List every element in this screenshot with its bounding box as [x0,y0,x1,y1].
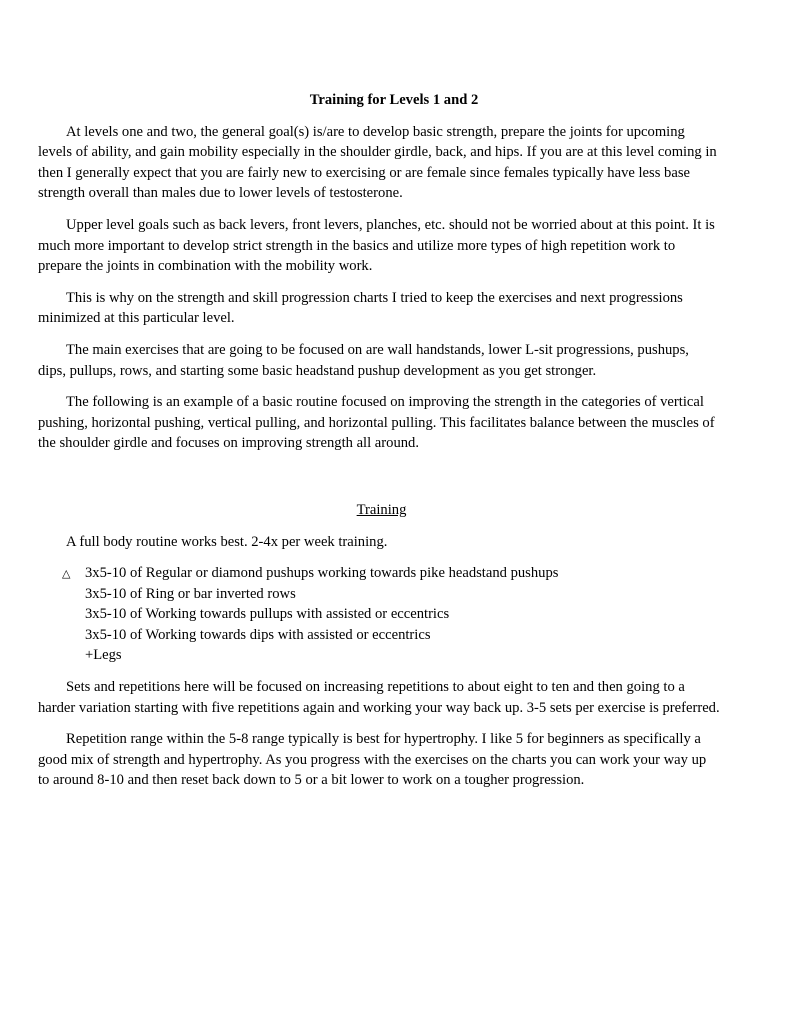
paragraph-7: Repetition range within the 5-8 range typically is best for hypertrophy. I like 5 for beginners as specifically a good mix of strength and hypertrophy. As you progress with the exercises on the charts you can work your way up to around 8-10 and then reset back down to 5 or a bit lower to work on a tougher progression. [38,731,707,789]
list-item: 3x5-10 of Regular or diamond pushups working towards pike headstand pushups [85,565,559,582]
paragraph-1: At levels one and two, the general goal(s) is/are to develop basic strength, prepare the joints for upcoming levels of ability, and gain mobility especially in the shoulder girdle, back, and hips. If you are at this level coming in then I generally expect that you are fairly new to exercising or are female since females typically have less base strength overall than males due to lower levels of testosterone. [38,123,717,202]
paragraph-4: The main exercises that are going to be focused on are wall handstands, lower L-sit progressions, pushups, dips, pullups, rows, and starting some basic headstand pushup development as you get stronger. [38,341,689,379]
section-spacer [38,465,720,500]
training-heading: Training [356,501,407,518]
routine-list [38,563,720,666]
training-intro: A full body routine works best. 2-4x per week training. [66,533,388,550]
list-item: 3x5-10 of Working towards dips with assisted or eccentrics [85,626,431,643]
list-item: 3x5-10 of Ring or bar inverted rows [85,585,296,602]
page-title: Training for Levels 1 and 2 [309,92,479,108]
paragraph-3: This is why on the strength and skill progression charts I tried to keep the exercises and next progressions minimized at this particular level. [38,289,683,327]
list-item: +Legs [85,647,122,664]
paragraph-5: The following is an example of a basic routine focused on improving the strength in the categories of vertical pushing, horizontal pushing, vertical pulling, and horizontal pulling. This facilitates balance between the muscles of the shoulder girdle and focuses on improving strength all around. [38,394,715,452]
paragraph-2: Upper level goals such as back levers, front levers, planches, etc. should not be worried about at this point. It is much more important to develop strict strength in the basics and utilize more types of high repetition work to prepare the joints in combination with the mobility work. [38,216,715,275]
triangle-bullet-icon: △ [62,568,71,581]
paragraph-6: Sets and repetitions here will be focused on increasing repetitions to about eight to ten and then going to a harder variation starting with five repetitions again and working your way back up. 3-5 sets per exercise is preferred. [38,679,720,716]
list-item: 3x5-10 of Working towards pullups with assisted or eccentrics [85,606,450,623]
document-page [38,90,720,802]
